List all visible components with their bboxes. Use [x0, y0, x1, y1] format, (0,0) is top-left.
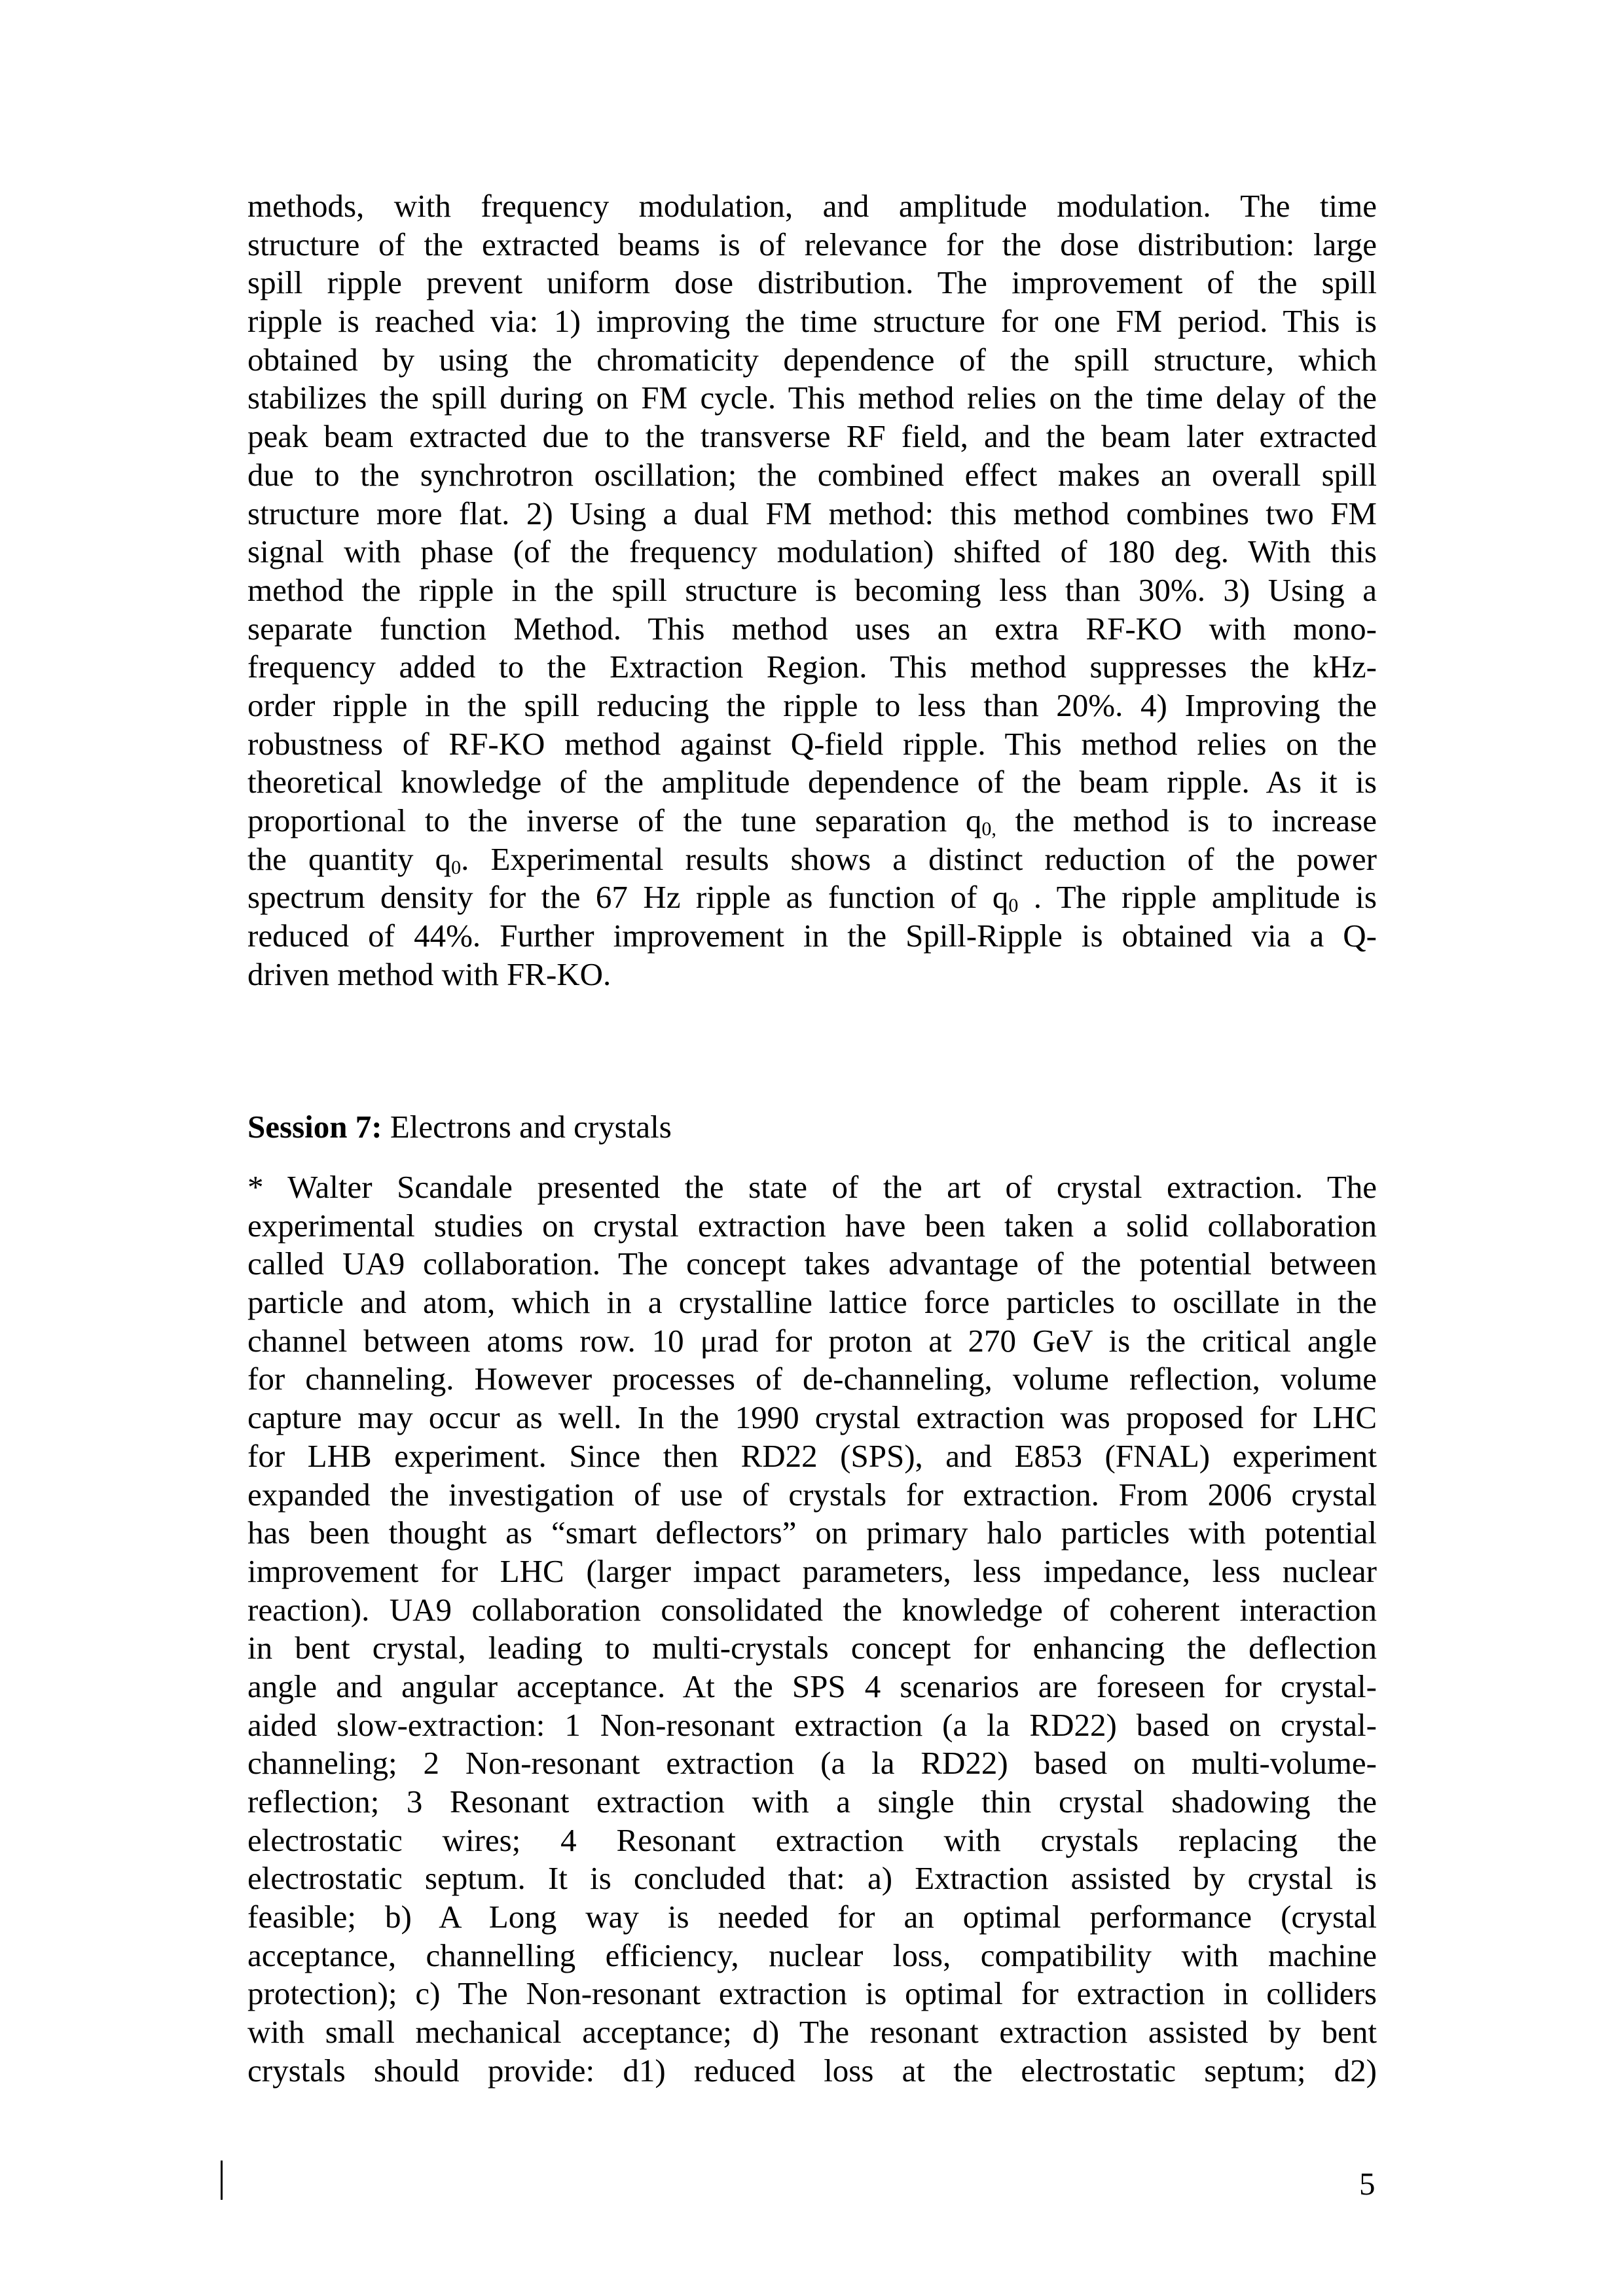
text-run: theoretical knowledge of the amplitude dependence of the beam ripple. As it is	[247, 764, 1377, 800]
text-line	[247, 1399, 1377, 1437]
text-run: order ripple in the spill reducing the ripple to less than 20%. 4) Improving the	[247, 687, 1377, 723]
text-run: reaction). UA9 collaboration consolidated the knowledge of coherent interaction	[247, 1591, 1377, 1628]
text-line	[247, 341, 1377, 380]
text-run: . Experimental results shows a distinct reduction of the power	[461, 840, 1377, 877]
text-line	[247, 1437, 1377, 1476]
text-line	[247, 1937, 1377, 1975]
text-run: * Walter Scandale presented the state of the art of crystal extraction. The	[247, 1169, 1377, 1205]
text-line	[247, 379, 1377, 418]
text-line	[247, 1552, 1377, 1591]
text-run: spill ripple prevent uniform dose distribution. The improvement of the spill	[247, 264, 1377, 301]
text-run: improvement for LHC (larger impact parameters, less impedance, less nuclear	[247, 1552, 1377, 1589]
text-line	[247, 571, 1377, 610]
text-run: electrostatic wires; 4 Resonant extraction with crystals replacing the	[247, 1821, 1377, 1858]
text-line	[247, 2013, 1377, 2052]
text-line	[247, 956, 1377, 994]
text-run: spectrum density for the 67 Hz ripple as function of q	[247, 879, 1009, 916]
text-run: structure of the extracted beams is of relevance for the dose distribution: large	[247, 226, 1377, 262]
text-line	[247, 1245, 1377, 1283]
text-line	[247, 418, 1377, 456]
text-run: for channeling. However processes of de-channeling, volume reflection, volume	[247, 1361, 1377, 1397]
text-line	[247, 1859, 1377, 1898]
text-run: the quantity q	[247, 840, 452, 877]
text-run: peak beam extracted due to the transverse RF field, and the beam later extracted	[247, 418, 1377, 455]
text-run: crystals should provide: d1) reduced loss at the electrostatic septum; d2)	[247, 2052, 1377, 2089]
page-number: 5	[1359, 2166, 1376, 2202]
text-line	[247, 1975, 1377, 2013]
text-run: ripple is reached via: 1) improving the time structure for one FM period. This is	[247, 303, 1377, 340]
text-run: channel between atoms row. 10 μrad for proton at 270 GeV is the critical angle	[247, 1322, 1377, 1359]
text-line	[247, 878, 1377, 917]
paragraph-crystal-extraction	[247, 1168, 1377, 2090]
session-label: Session 7:	[247, 1109, 382, 1145]
text-run: protection); c) The Non-resonant extraction is optimal for extraction in colliders	[247, 1975, 1377, 2012]
text-run: capture may occur as well. In the 1990 crystal extraction was proposed for LHC	[247, 1399, 1377, 1436]
text-run: signal with phase (of the frequency modulation) shifted of 180 deg. With this	[247, 533, 1377, 570]
text-line	[247, 687, 1377, 725]
text-run: . The ripple amplitude is	[1018, 879, 1377, 916]
text-run: acceptance, channelling efficiency, nuclear loss, compatibility with machine	[247, 1937, 1377, 1973]
text-line	[247, 456, 1377, 495]
text-run: proportional to the inverse of the tune separation q	[247, 802, 982, 838]
text-line	[247, 495, 1377, 533]
text-line	[247, 917, 1377, 956]
text-run: angle and angular acceptance. At the SPS 4 scenarios are foreseen for crystal-	[247, 1668, 1377, 1704]
text-line	[247, 1629, 1377, 1668]
session-title: Electrons and crystals	[382, 1109, 672, 1145]
text-line	[247, 187, 1377, 226]
text-run: aided slow-extraction: 1 Non-resonant extraction (a la RD22) based on crystal-	[247, 1706, 1377, 1743]
text-line	[247, 1360, 1377, 1399]
subscript: 0,	[981, 818, 996, 840]
text-line	[247, 1744, 1377, 1783]
subscript: 0	[451, 856, 462, 878]
text-run: separate function Method. This method uses an extra RF-KO with mono-	[247, 610, 1377, 647]
text-line	[247, 226, 1377, 264]
text-run: channeling; 2 Non-resonant extraction (a la RD22) based on multi-volume-	[247, 1745, 1377, 1782]
text-line	[247, 264, 1377, 302]
text-run: electrostatic septum. It is concluded that: a) Extraction assisted by crystal is	[247, 1860, 1377, 1897]
text-line	[247, 1207, 1377, 1246]
text-run: structure more flat. 2) Using a dual FM method: this method combines two FM	[247, 495, 1377, 531]
text-line	[247, 302, 1377, 341]
text-run: reflection; 3 Resonant extraction with a single thin crystal shadowing the	[247, 1784, 1377, 1820]
text-line	[247, 1783, 1377, 1821]
text-run: robustness of RF-KO method against Q-field ripple. This method relies on the	[247, 725, 1377, 762]
paragraph-rf-ko-spill-ripple	[247, 187, 1377, 994]
text-run: the method is to increase	[996, 802, 1377, 838]
text-line	[247, 648, 1377, 687]
text-line	[247, 1168, 1377, 1207]
text-run: obtained by using the chromaticity dependence of the spill structure, which	[247, 341, 1377, 378]
text-run: due to the synchrotron oscillation; the combined effect makes an overall spill	[247, 456, 1377, 493]
text-run: stabilizes the spill during on FM cycle. This method relies on the time delay of the	[247, 380, 1377, 416]
subscript: 0	[1008, 895, 1019, 917]
text-run: has been thought as “smart deflectors” on primary halo particles with potential	[247, 1515, 1377, 1551]
text-run: experimental studies on crystal extraction have been taken a solid collaboration	[247, 1207, 1377, 1244]
text-line	[247, 533, 1377, 571]
text-line	[247, 1322, 1377, 1361]
text-run: particle and atom, which in a crystalline lattice force particles to oscillate in the	[247, 1284, 1377, 1321]
text-line	[247, 1898, 1377, 1937]
text-line	[247, 1476, 1377, 1515]
text-run: reduced of 44%. Further improvement in the Spill-Ripple is obtained via a Q-	[247, 918, 1377, 954]
text-line	[247, 1706, 1377, 1745]
text-run: frequency added to the Extraction Region. This method suppresses the kHz-	[247, 649, 1377, 685]
change-bar	[221, 2161, 223, 2200]
text-line	[247, 2052, 1377, 2090]
text-line	[247, 1821, 1377, 1860]
text-run: with small mechanical acceptance; d) The resonant extraction assisted by bent	[247, 2014, 1377, 2051]
text-run: expanded the investigation of use of crystals for extraction. From 2006 crystal	[247, 1476, 1377, 1513]
text-line	[247, 1283, 1377, 1322]
text-line	[247, 763, 1377, 802]
text-line	[247, 1668, 1377, 1706]
text-line	[247, 725, 1377, 764]
text-line	[247, 1591, 1377, 1630]
text-line	[247, 610, 1377, 649]
text-run: methods, with frequency modulation, and amplitude modulation. The time	[247, 188, 1377, 224]
text-line	[247, 802, 1377, 840]
text-run: method the ripple in the spill structure is becoming less than 30%. 3) Using a	[247, 571, 1377, 608]
text-line	[247, 840, 1377, 879]
text-run: in bent crystal, leading to multi-crystals concept for enhancing the deflection	[247, 1630, 1377, 1666]
text-run: feasible; b) A Long way is needed for an optimal performance (crystal	[247, 1899, 1377, 1935]
text-run: for LHB experiment. Since then RD22 (SPS), and E853 (FNAL) experiment	[247, 1437, 1377, 1474]
section-heading	[247, 1108, 672, 1147]
text-line	[247, 1514, 1377, 1552]
text-run: called UA9 collaboration. The concept takes advantage of the potential between	[247, 1246, 1377, 1282]
text-run: driven method with FR-KO.	[247, 956, 611, 992]
